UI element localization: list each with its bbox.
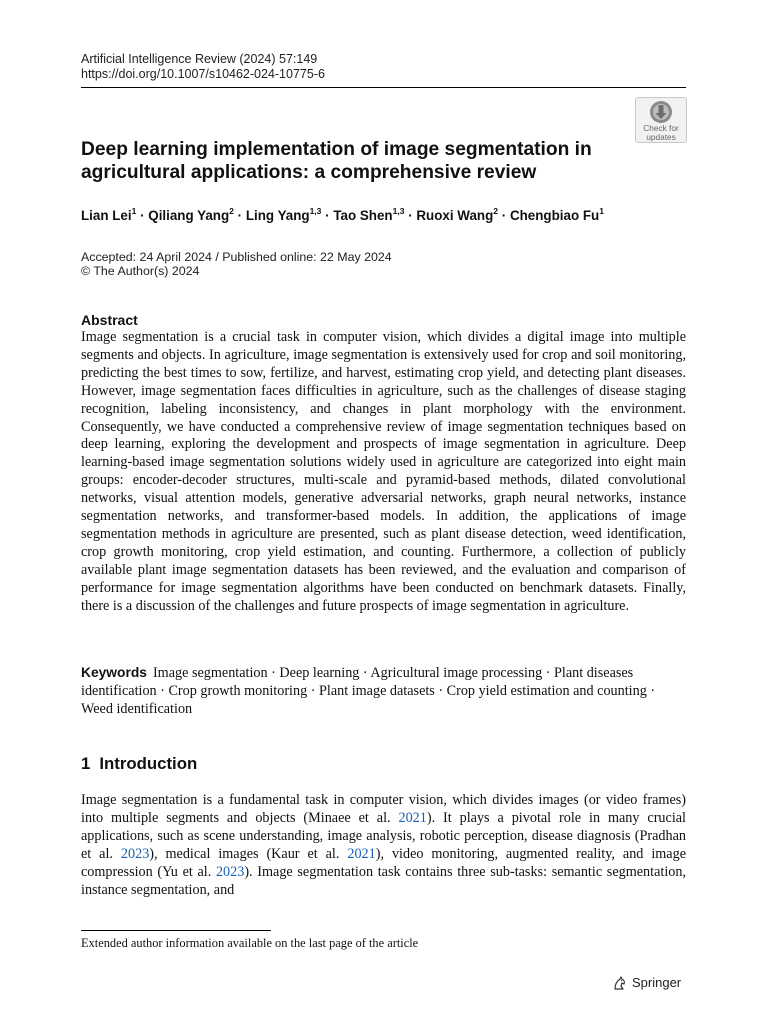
keywords-list: Image segmentation · Deep learning · Agricultural image processing · Plant diseases identification · Crop growth monitoring · Plant image datasets · Crop yield estimation and counting · Weed identification bbox=[81, 665, 656, 717]
author-list bbox=[81, 207, 686, 225]
intro-text-segment: ), video monitoring, augmented reality, and image compression (Yu et al. bbox=[81, 845, 686, 880]
author-name[interactable]: Qiliang Yang bbox=[148, 208, 230, 223]
section-number: 1 bbox=[81, 754, 91, 773]
author-affiliation: 2 bbox=[493, 206, 498, 216]
author-affiliation: 1,3 bbox=[392, 206, 405, 216]
author-affiliation: 1 bbox=[131, 206, 137, 216]
intro-text-segment: Image segmentation is a fundamental task in computer vision, which divides images (or video frames) into multiple segments and objects (Minaee et al. bbox=[81, 792, 686, 826]
abstract-heading: Abstract bbox=[81, 312, 138, 328]
intro-text-segment: ). It plays a pivotal role in many crucial applications, such as scene understanding, image analysis, robotic perception, disease diagnosis (Pradhan et al. bbox=[81, 809, 687, 862]
header-rule bbox=[81, 87, 686, 88]
author-affiliation: 1,3 bbox=[309, 206, 322, 216]
check-for-updates-badge[interactable] bbox=[635, 97, 687, 143]
author-separator: · bbox=[325, 208, 330, 223]
intro-text-segment: ), medical images (Kaur et al. bbox=[149, 845, 348, 862]
section-heading-introduction bbox=[81, 753, 197, 775]
copyright-notice: © The Author(s) 2024 bbox=[81, 264, 200, 278]
introduction-paragraph bbox=[81, 792, 686, 899]
springer-horse-icon bbox=[611, 975, 627, 991]
badge-label-line2: updates bbox=[646, 131, 676, 142]
author-separator: · bbox=[501, 208, 507, 223]
citation-year-link[interactable]: 2023 bbox=[120, 845, 150, 862]
intro-text-segment: ). Image segmentation task contains three sub-tasks: semantic segmentation, instance segmentation, and bbox=[81, 863, 686, 898]
author-name[interactable]: Tao Shen bbox=[333, 208, 393, 223]
section-title: Introduction bbox=[99, 754, 198, 773]
citation-year-link[interactable]: 2021 bbox=[398, 809, 427, 826]
author-name[interactable]: Ling Yang bbox=[245, 208, 310, 223]
author-separator: · bbox=[408, 208, 413, 223]
keywords-block bbox=[81, 664, 686, 719]
abstract-body: Image segmentation is a crucial task in computer vision, which divides a digital image into multiple segments and objects. In agriculture, image segmentation is extensively used for crop and soil monitoring, predicting the best times to sow, fertilize, and harvest, estimating crop yield, and detecting plant diseases. However, image segmentation faces difficulties in agriculture, such as the challenges of disease staging recognition, labeling inconsistency, and changes in plant morphology with the environment. Consequently, we have conducted a comprehensive review of image segmentation techniques based on deep learning, exploring the development and prospects of image segmentation in agriculture. Deep learning-based image segmentation solutions widely used in agriculture are categorized into eight main groups: encoder-decoder structures, multi-scale and pyramid-based methods, dilated convolutional networks, visual attention models, generative adversarial networks, graph neural networks, instance segmentation networks, and transformer-based models. In addition, the applications of image segmentation methods in agriculture are presented, such as plant disease detection, weed identification, crop growth monitoring, crop yield estimation, and counting. Furthermore, a collection of publicly available plant image segmentation datasets has been reviewed, and the evaluation and comparison of performance for image segmentation algorithms have been conducted on benchmark datasets. Finally, there is a discussion of the challenges and future prospects of image segmentation in agriculture. bbox=[81, 329, 686, 614]
author-affiliation: 1 bbox=[599, 206, 604, 216]
journal-reference: Artificial Intelligence Review (2024) 57:149 bbox=[81, 52, 318, 66]
author-info-footnote: Extended author information available on the last page of the article bbox=[81, 936, 419, 950]
author-affiliation: 2 bbox=[229, 206, 234, 216]
paper-title: Deep learning implementation of image segmentation in agricultural applications: a comprehensive review bbox=[81, 139, 592, 183]
author-name[interactable]: Chengbiao Fu bbox=[509, 208, 600, 223]
publisher-logo bbox=[611, 974, 681, 992]
author-separator: · bbox=[237, 208, 243, 223]
author-name[interactable]: Lian Lei bbox=[81, 208, 132, 223]
publication-dates: Accepted: 24 April 2024 / Published online: 22 May 2024 bbox=[81, 250, 392, 264]
badge-label-line1: Check for bbox=[643, 123, 679, 133]
check-for-updates-icon bbox=[648, 100, 674, 124]
footnote-rule bbox=[81, 930, 271, 931]
author-separator: · bbox=[140, 208, 145, 223]
keywords-label: Keywords bbox=[81, 665, 147, 680]
publisher-name: Springer bbox=[632, 975, 682, 990]
doi-link[interactable]: https://doi.org/10.1007/s10462-024-10775-6 bbox=[81, 67, 325, 81]
citation-year-link[interactable]: 2021 bbox=[347, 845, 376, 862]
author-name[interactable]: Ruoxi Wang bbox=[416, 208, 494, 223]
citation-year-link[interactable]: 2023 bbox=[215, 863, 245, 880]
